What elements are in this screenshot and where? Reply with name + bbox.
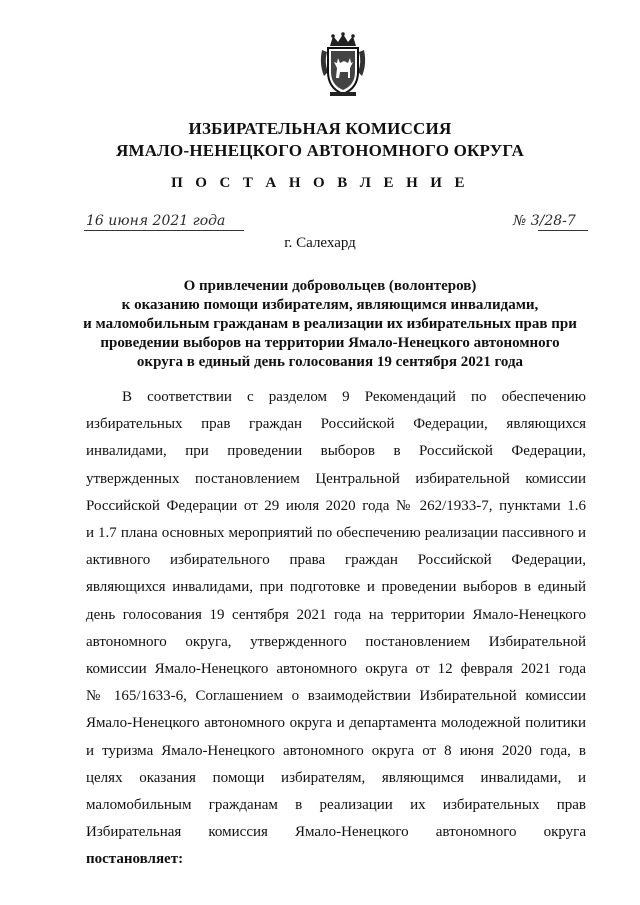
- title-line: округа в единый день голосования 19 сентября 2021 года: [136, 354, 524, 370]
- body-line: Ямало-Ненецкого автономного округа и департамента молодежной политики: [86, 715, 586, 732]
- resolution-word: постановляет:: [86, 851, 184, 868]
- title-line: О привлечении добровольцев (волонтеров): [183, 278, 477, 294]
- body-line: инвалидами, при проведении выборов в Российской Федерации,: [86, 443, 586, 460]
- date-underline: [84, 230, 244, 231]
- title-line: проведении выборов на территории Ямало-Ненецкого автономного: [100, 335, 560, 351]
- body-line: целях оказания помощи избирателям, являющимся инвалидами, и: [86, 769, 586, 786]
- title-line: и маломобильным гражданам в реализации их избирательных прав при: [83, 316, 577, 332]
- body-line: и туризма Ямало-Ненецкого автономного округа от 8 июня 2020 года, в: [86, 742, 586, 759]
- body-line: и 1.7 плана основных мероприятий по обеспечению реализации пассивного и: [86, 525, 586, 542]
- body-line: маломобильным гражданам в реализации их избирательных прав: [86, 797, 586, 814]
- document-date: 16 июня 2021 года: [86, 213, 226, 229]
- document-title: [70, 277, 590, 372]
- organization-name-line-1: ИЗБИРАТЕЛЬНАЯ КОМИССИЯ: [188, 119, 452, 138]
- body-line: Избирательная комиссия Ямало-Ненецкого автономного округа: [86, 824, 586, 841]
- title-line: к оказанию помощи избирателям, являющимся инвалидами,: [121, 297, 539, 313]
- document-city: г. Салехард: [284, 235, 356, 251]
- body-line: Российской Федерации от 29 июля 2020 года № 262/1933-7, пунктами 1.6: [86, 497, 586, 514]
- body-line: № 165/1633-6, Соглашением о взаимодействии Избирательной комиссии: [86, 688, 586, 705]
- body-line: комиссии Ямало-Ненецкого автономного округа от 12 февраля 2021 года: [86, 661, 586, 678]
- document-number: № 3/28-7: [513, 213, 576, 229]
- body-line: автономного округа, утвержденного постановлением Избирательной: [86, 633, 586, 650]
- body-line: утвержденных постановлением Центральной избирательной комиссии: [86, 470, 586, 487]
- document-type: П О С Т А Н О В Л Е Н И Е: [171, 175, 469, 191]
- coat-of-arms-icon: [318, 32, 368, 98]
- number-underline: [538, 230, 588, 231]
- body-line: В соответствии с разделом 9 Рекомендаций по обеспечению: [122, 389, 586, 405]
- body-line: являющихся инвалидами, при подготовке и проведении выборов в единый: [86, 579, 586, 596]
- organization-name-line-2: ЯМАЛО-НЕНЕЦКОГО АВТОНОМНОГО ОКРУГА: [115, 141, 525, 160]
- body-line: день голосования 19 сентября 2021 года на территории Ямало-Ненецкого: [86, 606, 586, 623]
- body-line: избирательных прав граждан Российской Федерации, являющихся: [86, 416, 586, 433]
- document-body: [86, 384, 586, 874]
- body-line: активного избирательного права граждан Российской Федерации,: [86, 552, 586, 569]
